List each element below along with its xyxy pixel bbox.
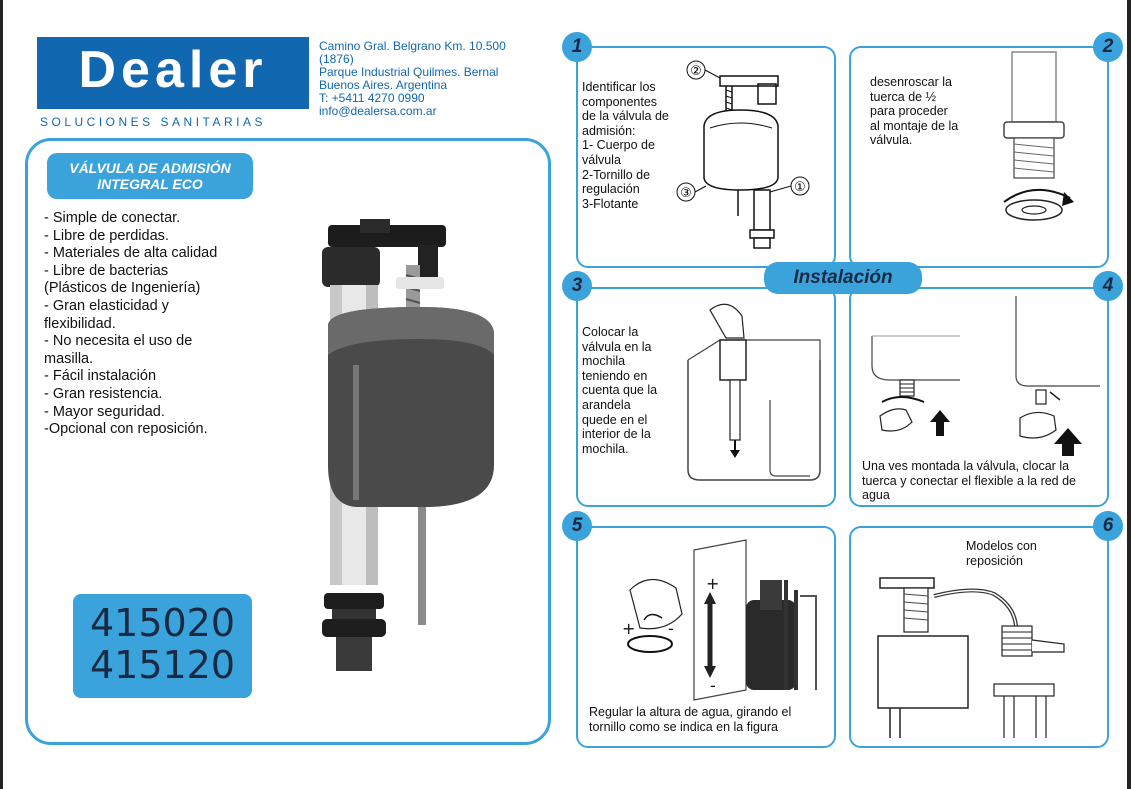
step-line: tuerca y conectar el flexible a la red de (862, 473, 1077, 488)
step-line: 1- Cuerpo de (582, 138, 655, 153)
callout-3: ③ (680, 186, 692, 201)
product-code: 415020 (89, 601, 236, 645)
step-line: tornillo como se indica en la figura (589, 719, 778, 734)
step-3-tank-diagram (680, 300, 830, 500)
dealer-logo (37, 37, 309, 109)
step-line: Colocar la (582, 325, 639, 339)
feature-item: - Mayor seguridad. (44, 403, 165, 420)
step-2-text (870, 75, 990, 148)
step-line: 2-Tornillo de (582, 167, 651, 182)
feature-list (44, 210, 274, 439)
step-6-reposition-diagram (864, 566, 1094, 738)
step-line: tuerca de ½ (870, 89, 937, 104)
step-line: agua (862, 488, 890, 503)
step-1-valve-diagram (680, 56, 820, 256)
step-1-text (582, 80, 692, 211)
step-line: admisión: (582, 123, 636, 138)
step-line: Identificar los (582, 80, 656, 94)
feature-item: -Opcional con reposición. (44, 421, 208, 438)
step-number-badge: 4 (1093, 271, 1123, 301)
brand-tagline: SOLUCIONES SANITARIAS (40, 115, 266, 129)
step-line: Una ves montada la válvula, clocar la (862, 459, 1070, 473)
step-number-badge: 5 (562, 511, 592, 541)
step-4-text (862, 459, 1102, 503)
product-title-line2: INTEGRAL ECO (97, 176, 203, 192)
step-3-text (582, 325, 682, 456)
feature-item: - Simple de conectar. (44, 210, 181, 226)
feature-item: - Libre de perdidas. (44, 227, 169, 244)
minus-sign: - (668, 619, 674, 638)
step-line: quede en el (582, 412, 648, 427)
step-line: regulación (582, 182, 640, 197)
callout-2: ② (690, 64, 702, 79)
step-line: interior de la (582, 427, 651, 442)
product-code: 415120 (89, 643, 236, 687)
plus-sign: + (622, 619, 636, 638)
step-line: válvula. (870, 133, 913, 148)
step-line: teniendo en (582, 368, 648, 383)
fill-valve-illustration (300, 215, 520, 685)
contact-email[interactable]: info@dealersa.com.ar (319, 104, 437, 118)
contact-city: Buenos Aires. Argentina (319, 78, 448, 92)
feature-item: - Materiales de alta calidad (44, 245, 218, 262)
step-5-text (589, 705, 829, 734)
page-edge-right (1127, 0, 1131, 789)
logo-wordmark: Dealer (78, 41, 268, 99)
step-number-badge: 1 (562, 32, 592, 62)
feature-item: masilla. (44, 350, 94, 367)
page-edge-left (0, 0, 3, 789)
step-line: desenroscar la (870, 75, 952, 89)
step-line: Modelos con (966, 539, 1037, 553)
product-title-line1: VÁLVULA DE ADMISIÓN (69, 160, 231, 176)
step-line: componentes (582, 94, 658, 109)
contact-postal-code: (1876) (319, 52, 354, 66)
step-line: mochila. (582, 441, 629, 456)
step-line: 3-Flotante (582, 196, 639, 211)
feature-item: - No necesita el uso de (44, 333, 193, 350)
step-2-nut-diagram (990, 52, 1100, 242)
step-number-badge: 6 (1093, 511, 1123, 541)
feature-item: - Gran resistencia. (44, 385, 163, 402)
plus-sign: + (706, 574, 720, 593)
contact-park: Parque Industrial Quilmes. Bernal (319, 65, 499, 79)
step-line: para proceder (870, 104, 948, 119)
step-number-badge: 3 (562, 271, 592, 301)
feature-item: (Plásticos de Ingeniería) (44, 280, 201, 297)
callout-1: ① (794, 180, 806, 195)
contact-block (319, 40, 544, 118)
step-4-connection-diagram (860, 296, 1100, 456)
step-line: de la válvula de (582, 109, 669, 124)
product-codes (73, 594, 252, 698)
contact-address: Camino Gral. Belgrano Km. 10.500 (319, 39, 506, 53)
step-number-badge: 2 (1093, 32, 1123, 62)
step-line: válvula en la (582, 339, 652, 354)
feature-item: - Libre de bacterias (44, 262, 169, 279)
step-line: al montaje de la (870, 118, 959, 133)
installation-label: Instalación (764, 262, 922, 294)
contact-phone: T: +5411 4270 0990 (319, 91, 425, 105)
product-title (47, 153, 253, 199)
step-line: cuenta que la (582, 383, 658, 398)
step-line: reposición (966, 553, 1023, 568)
step-line: Regular la altura de agua, girando el (589, 705, 792, 719)
step-line: arandela (582, 397, 631, 412)
feature-item: flexibilidad. (44, 315, 116, 332)
feature-item: - Fácil instalación (44, 368, 157, 385)
step-6-text (966, 539, 1086, 568)
step-line: válvula (582, 152, 621, 167)
step-line: mochila (582, 354, 626, 369)
feature-item: - Gran elasticidad y (44, 297, 169, 314)
minus-sign: - (710, 676, 716, 695)
